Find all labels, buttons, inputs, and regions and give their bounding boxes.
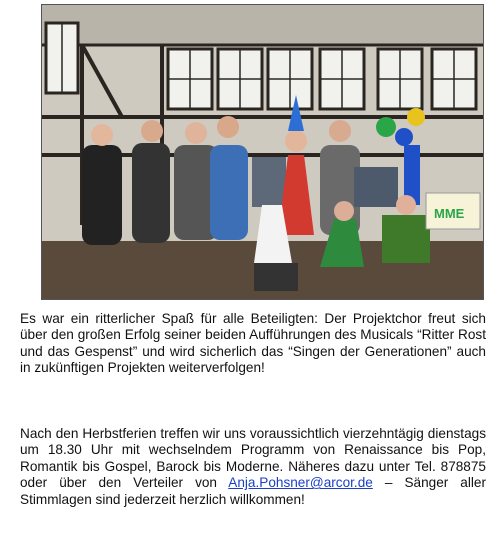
email-link[interactable]: Anja.Pohsner@arcor.de xyxy=(228,475,373,491)
group-photo xyxy=(41,4,484,300)
article-paragraph-1 xyxy=(20,311,486,377)
article-paragraph-2 xyxy=(20,426,486,508)
svg-text:MME: MME xyxy=(434,206,465,221)
article-paragraph-2-text-after: – Sänger aller Stimmlagen sind jederzeit herzlich willkommen! xyxy=(20,475,486,507)
article-paragraph-1-text: Es war ein ritterlicher Spaß für alle Beteiligten: Der Projektchor freut sich über den großen Erfolg seiner beiden Aufführungen des Musicals “Ritter Rost und das Gespenst” und wird sicherlich das “Singen der Generationen” auch in zukünftigen Projekten weiterverfolgen! xyxy=(20,311,486,376)
group-photo-image xyxy=(42,5,483,299)
article-paragraph-2-text-before: Nach den Herbstferien treffen wir uns voraussichtlich vierzehntägig dienstags um 18.30 Uhr mit wechselndem Programm von Renaissance bis Pop, Romantik bis Gospel, Barock bis Moderne. Näheres dazu unter Tel. 878875 oder über den Verteiler von xyxy=(20,426,486,491)
